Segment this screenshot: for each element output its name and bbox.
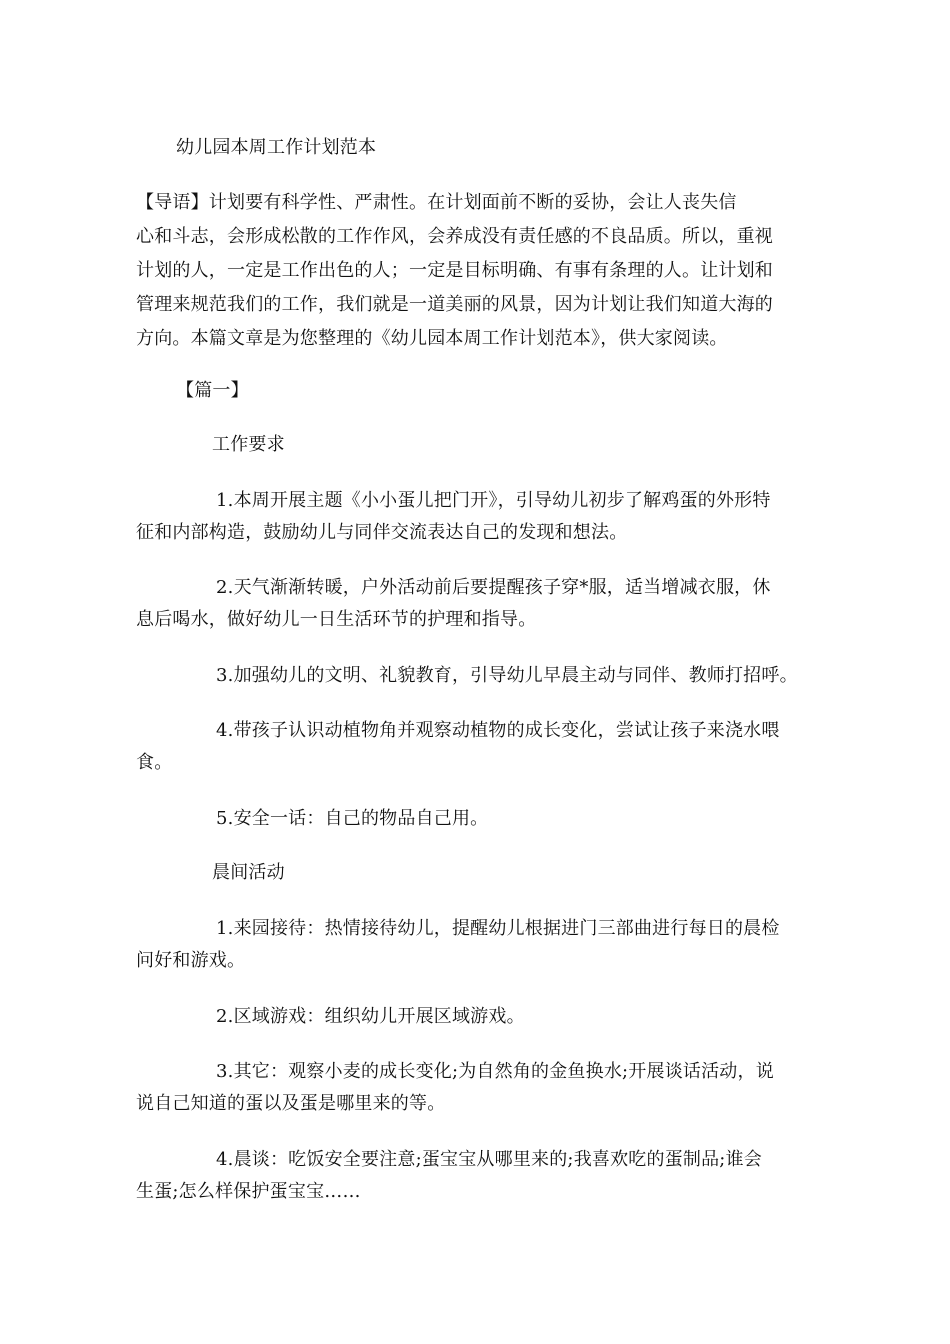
work-item-4-line-2: 食。: [136, 752, 173, 773]
morning-item-3-line-2: 说自己知道的蛋以及蛋是哪里来的等。: [136, 1093, 446, 1114]
intro-line-5: 方向。本篇文章是为您整理的《幼儿园本周工作计划范本》，供大家阅读。: [136, 328, 728, 349]
morning-item-4-line-2: 生蛋;怎么样保护蛋宝宝……: [136, 1181, 361, 1202]
work-item-1-line-2: 征和内部构造，鼓励幼儿与同伴交流表达自己的发现和想法。: [136, 522, 628, 543]
work-item-1-line-1: 1.本周开展主题《小小蛋儿把门开》，引导幼儿初步了解鸡蛋的外形特: [216, 490, 771, 511]
morning-item-3-line-1: 3.其它：观察小麦的成长变化;为自然角的金鱼换水;开展谈话活动，说: [216, 1061, 774, 1082]
section-label: 【篇一】: [176, 380, 249, 401]
intro-line-2: 心和斗志，会形成松散的工作作风，会养成没有责任感的不良品质。所以，重视: [136, 226, 773, 247]
document-title: 幼儿园本周工作计划范本: [176, 137, 377, 158]
intro-line-3: 计划的人，一定是工作出色的人；一定是目标明确、有事有条理的人。让计划和: [136, 260, 773, 281]
morning-activities-heading: 晨间活动: [212, 862, 285, 883]
morning-item-1-line-1: 1.来园接待：热情接待幼儿，提醒幼儿根据进门三部曲进行每日的晨检: [216, 918, 780, 939]
morning-item-2-line-1: 2.区域游戏：组织幼儿开展区域游戏。: [216, 1006, 525, 1027]
work-item-5-line-1: 5.安全一话：自己的物品自己用。: [216, 808, 489, 829]
intro-line-1: 【导语】计划要有科学性、严肃性。在计划面前不断的妥协，会让人丧失信: [136, 192, 737, 213]
work-item-2-line-1: 2.天气渐渐转暖，户外活动前后要提醒孩子穿*服，适当增减衣服，休: [216, 577, 771, 598]
morning-item-4-line-1: 4.晨谈：吃饭安全要注意;蛋宝宝从哪里来的;我喜欢吃的蛋制品;谁会: [216, 1149, 762, 1170]
work-item-4-line-1: 4.带孩子认识动植物角并观察动植物的成长变化，尝试让孩子来浇水喂: [216, 720, 780, 741]
morning-item-1-line-2: 问好和游戏。: [136, 950, 246, 971]
work-requirements-heading: 工作要求: [212, 434, 285, 455]
work-item-2-line-2: 息后喝水，做好幼儿一日生活环节的护理和指导。: [136, 609, 537, 630]
work-item-3-line-1: 3.加强幼儿的文明、礼貌教育，引导幼儿早晨主动与同伴、教师打招呼。: [216, 665, 798, 686]
intro-line-4: 管理来规范我们的工作，我们就是一道美丽的风景，因为计划让我们知道大海的: [136, 294, 773, 315]
